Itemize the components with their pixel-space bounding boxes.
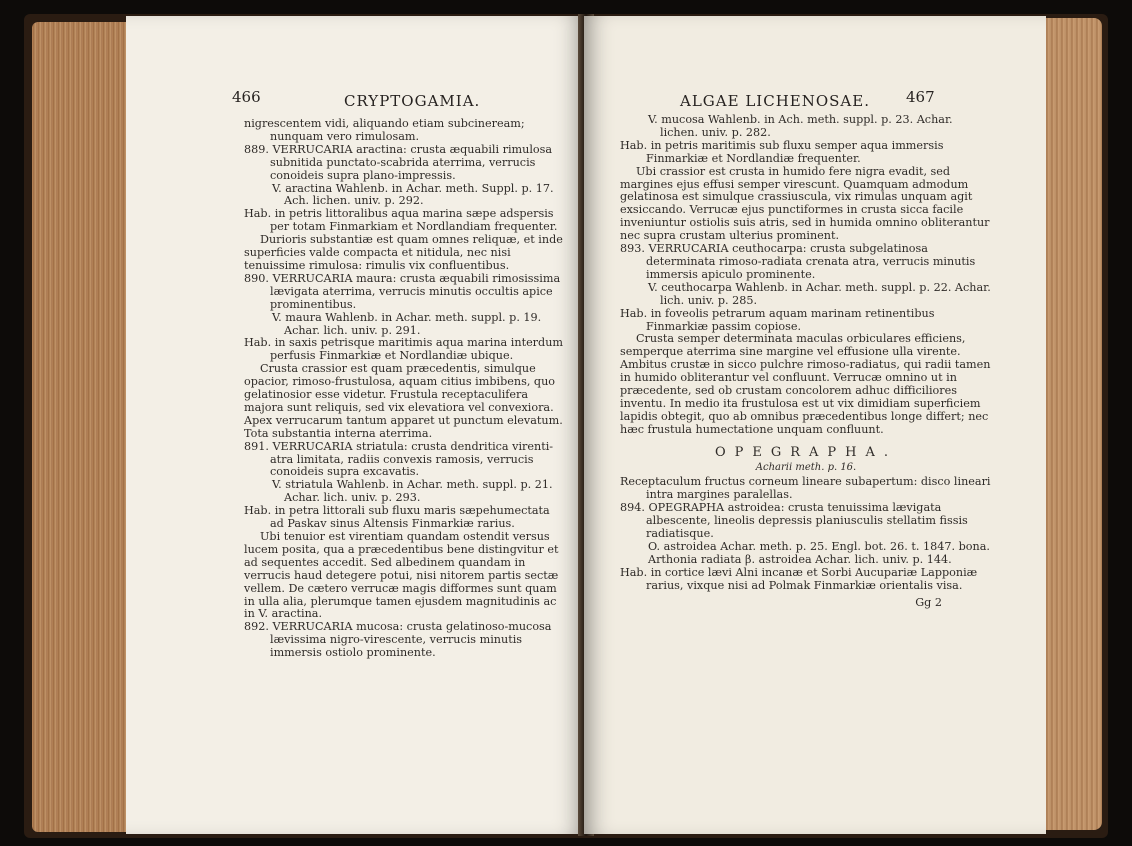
text-line: Hab. in petra littorali sub fluxu maris sæpehumectata ad Paskav sinus Altensis Finmarkiæ rarius.	[244, 504, 550, 531]
text-line: V. mucosa Wahlenb. in Ach. meth. suppl. p. 23. Achar. lichen. univ. p. 282.	[648, 113, 953, 139]
text-line: Hab. in petris maritimis sub fluxu semper aqua immersis Finmarkiæ et Nordlandiæ frequenter.	[620, 138, 944, 165]
text-line: 892. VERRUCARIA mucosa: crusta gelatinoso-mucosa lævissima nigro-virescente, verrucis minutis immersis ostiolo prominente.	[244, 620, 552, 660]
text-line: V. maura Wahlenb. in Achar. meth. suppl. p. 19. Achar. lich. univ. p. 291.	[272, 310, 542, 337]
right-text-body	[620, 114, 992, 610]
text-line: Hab. in cortice lævi Alni incanæ et Sorbi Aucupariæ Lapponiæ rarius, vixque nisi ad Polmak Finmarkiæ orientalis visa.	[620, 565, 978, 592]
text-line: nigrescentem vidi, aliquando etiam subcineream; nunquam vero rimulosam.	[244, 117, 525, 143]
text-line: V. aractina Wahlenb. in Achar. meth. Suppl. p. 17. Ach. lichen. univ. p. 292.	[272, 181, 554, 208]
page-edges-left	[32, 22, 132, 832]
text-line: Ubi tenuior est virentiam quandam ostendit versus lucem posita, qua a præcedentibus bene distingvitur et ad sequentes accedit. Sed albedinem quandam in verrucis haud detegere potui, nisi nitorem partis sectæ vellem. De cætero verrucæ magis difformes sunt quam in ulla alia, plerumque tamen ejusdem magnitudinis ac in V. aractina.	[244, 530, 559, 621]
running-header: CRYPTOGAMIA.	[344, 92, 481, 110]
page-number: 467	[906, 88, 935, 106]
text-line: V. striatula Wahlenb. in Achar. meth. suppl. p. 21. Achar. lich. univ. p. 293.	[272, 478, 553, 505]
signature-mark: Gg 2	[915, 595, 942, 609]
left-page	[126, 16, 584, 834]
page-edges-right	[1040, 18, 1102, 830]
right-page	[584, 16, 1046, 834]
text-line: Crusta semper determinata maculas orbiculares efficiens, semperque aterrima sine margine vel effusione ulla virente. Ambitus crustæ in sicco pulchre rimoso-radiatus, qui radii tamen in humido obliterantur vel confluunt. Verrucæ omnino ut in præcedente, sed ob crustam concolorem adhuc difficiliores inventu. In medio ita frustulosa est ut vix dimidiam superficiem lapidis obtegit, quo ab omnibus præcedentibus longe differt; nec hæc frustula humectatione unquam confluunt.	[620, 332, 991, 436]
text-line: 891. VERRUCARIA striatula: crusta dendritica virenti-atra limitata, radiis convexis ramosis, verrucis conoideis supra excavatis.	[244, 439, 554, 479]
text-line: 889. VERRUCARIA aractina: crusta æquabili rimulosa subnitida punctato-scabrida aterrima, verrucis conoideis supra plano-impressis.	[244, 142, 553, 182]
left-text-body	[244, 118, 564, 660]
page-number: 466	[232, 88, 261, 106]
text-line: Hab. in saxis petrisque maritimis aqua marina interdum perfusis Finmarkiæ et Nordlandiæ ubique.	[244, 336, 564, 363]
text-line: Arthonia radiata β. astroidea Achar. lich. univ. p. 144.	[648, 552, 952, 566]
text-line: 894. OPEGRAPHA astroidea: crusta tenuissima lævigata albescente, lineolis depressis planiusculis stellatim fissis radiatisque.	[620, 501, 968, 541]
text-line: V. ceuthocarpa Wahlenb. in Achar. meth. suppl. p. 22. Achar. lich. univ. p. 285.	[648, 280, 991, 307]
running-header: ALGAE LICHENOSAE.	[680, 92, 870, 110]
text-line: 893. VERRUCARIA ceuthocarpa: crusta subgelatinosa determinata rimoso-radiata crenata atra, verrucis minutis immersis apiculo prominente.	[620, 242, 976, 281]
text-line: Crusta crassior est quam præcedentis, simulque opacior, rimoso-frustulosa, aquam citius imbibens, quo gelatinosior esse videtur. Frustula receptaculifera majora sunt reliquis, sed vix elevatiora vel convexiora. Apex verrucarum tantum apparet ut punctum elevatum. Tota substantia interna aterrima.	[244, 362, 563, 440]
text-line: Ubi crassior est crusta in humido fere nigra evadit, sed margines ejus effusi semper virescunt. Quamquam admodum gelatinosa est simulque crassiuscula, vix rimulas unquam agit exsiccando. Verrucæ ejus punctiformes in crusta sicca facile inveniuntur ostiolis suis atris, sed in humida omnino obliterantur nec supra crustam ulterius prominent.	[620, 164, 990, 243]
text-line: 890. VERRUCARIA maura: crusta æquabili rimosissima lævigata aterrima, verrucis minutis occultis apice prominentibus.	[244, 271, 561, 311]
genus-title: OPEGRAPHA.	[714, 444, 898, 460]
text-line: Hab. in petris littoralibus aqua marina sæpe adspersis per totam Finmarkiam et Nordlandiam frequenter.	[244, 207, 558, 234]
text-line: Durioris substantiæ est quam omnes reliquæ, et inde superficies valde compacta et nitidula, nec nisi tenuissime rimulosa: rimulis vix confluentibus.	[244, 233, 563, 272]
text-line: O. astroidea Achar. meth. p. 25. Engl. bot. 26. t. 1847. bona.	[648, 540, 990, 553]
genus-author: Acharii meth. p. 16.	[755, 461, 857, 473]
text-line: Hab. in foveolis petrarum aquam marinam retinentibus Finmarkiæ passim copiose.	[620, 306, 935, 333]
text-line: Receptaculum fructus corneum lineare subapertum: disco lineari intra margines paralellas.	[620, 475, 991, 502]
